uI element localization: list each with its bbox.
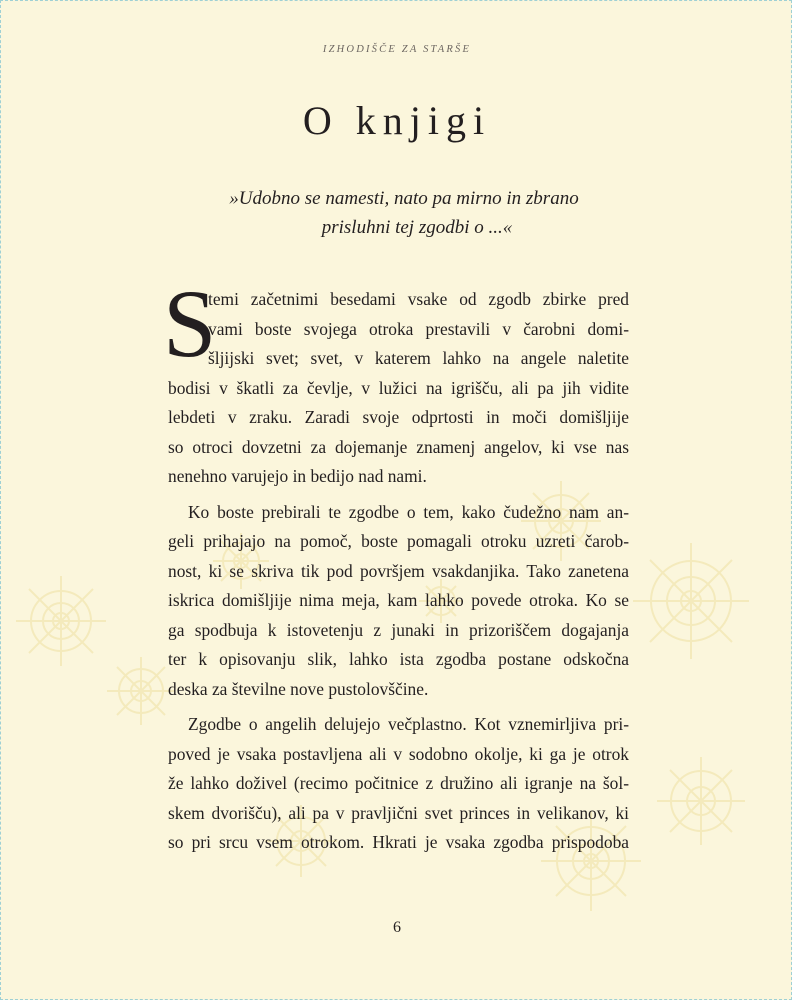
running-head: IZHODIŠČE ZA STARŠE <box>322 44 472 55</box>
text-line: nenehno varujejo in bedijo nad nami. <box>168 466 427 486</box>
drop-cap-letter: S <box>163 270 217 377</box>
text-line: so otroci dovzetni za dojemanje znamenj angelov, ki vse nas <box>168 436 629 457</box>
text-line: ga spodbuja k istovetenju z junaki in prizoriščem dogajanja <box>168 619 629 640</box>
epigraph-line: »Udobno se namesti, nato pa mirno in zbrano <box>229 188 579 209</box>
paragraph-3 <box>168 710 629 858</box>
body-text <box>168 285 629 858</box>
text-line: lebdeti v zraku. Zaradi svoje odprtosti in moči domišljije <box>168 407 629 427</box>
text-line: nost, ki se skriva tik pod površjem vsakdanjika. Tako zanetena <box>168 560 629 581</box>
text-line: skem dvorišču), ali pa v pravljični svet princes in velikanov, ki <box>168 802 629 823</box>
text-line: že lahko doživel (recimo počitnice z družino ali igranje na šol- <box>168 773 629 793</box>
epigraph-quote <box>1 184 792 242</box>
text-line: so pri srcu vsem otrokom. Hkrati je vsaka zgodba prispodoba <box>168 832 629 852</box>
text-line: ter k opisovanju slik, lahko ista zgodba postane odskočna <box>168 649 629 669</box>
text-line: šljijski svet; svet, v katerem lahko na angele naletite <box>208 348 629 368</box>
text-line: geli prihajajo na pomoč, boste pomagali otroku uzreti čarob- <box>168 531 629 551</box>
paragraph-2 <box>168 498 629 705</box>
text-line: Ko boste prebirali te zgodbe o tem, kako čudežno nam an- <box>188 501 629 522</box>
paragraph-1 <box>168 285 629 492</box>
text-line: Zgodbe o angelih delujejo večplastno. Kot vznemirljiva pri- <box>188 714 629 734</box>
page-title: O knjigi <box>302 98 492 143</box>
text-line: poved je vsaka postavljena ali v sodobno okolje, ki ga je otrok <box>168 743 629 764</box>
text-line: iskrica domišljije nima meja, kam lahko povede otroka. Ko se <box>168 590 629 610</box>
text-line: bodisi v škatli za čevlje, v lužici na igrišču, ali pa jih vidite <box>168 377 629 398</box>
text-line: temi začetnimi besedami vsake od zgodb zbirke pred <box>208 289 629 309</box>
epigraph-line: prisluhni tej zgodbi o ...« <box>321 217 513 238</box>
text-line: deska za številne nove pustolovščine. <box>168 678 429 699</box>
page-number: 6 <box>393 919 401 936</box>
text-line: vami boste svojega otroka prestavili v čarobni domi- <box>208 318 629 339</box>
